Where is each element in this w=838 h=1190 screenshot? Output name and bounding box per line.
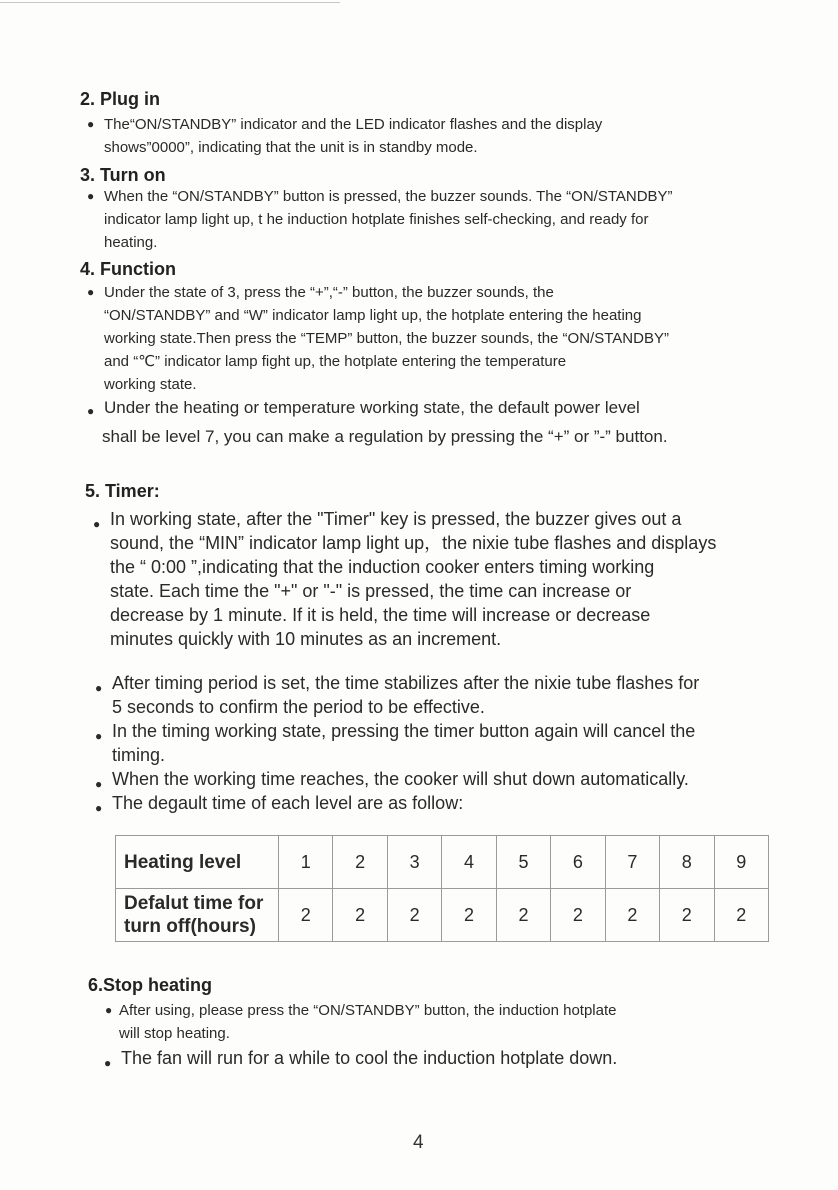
text-line: The“ON/STANDBY” indicator and the LED indicator flashes and the display (104, 116, 603, 133)
row-header-line: Defalut time for (124, 893, 264, 914)
table-cell: 4 (442, 836, 496, 889)
text-line: After timing period is set, the time stabilizes after the nixie tube flashes for (112, 673, 700, 693)
bullet-icon: ● (87, 404, 95, 418)
table-cell: 3 (387, 836, 441, 889)
text-line: Under the state of 3, press the “+”,“-” button, the buzzer sounds, the (104, 284, 554, 301)
list-item (87, 113, 603, 159)
table-cell: 2 (660, 889, 714, 942)
text-line: 5 seconds to confirm the period to be effective. (112, 697, 485, 717)
table-cell: 8 (660, 836, 714, 889)
table-cell: 2 (714, 889, 769, 942)
table-cell: 2 (496, 889, 550, 942)
table-cell: 2 (333, 836, 387, 889)
table-row (116, 889, 769, 942)
default-time-table (115, 835, 769, 942)
bullet-icon: ● (105, 1003, 113, 1017)
bullet-icon: ● (87, 117, 95, 131)
table-cell: 2 (605, 889, 659, 942)
list-item (93, 507, 717, 651)
table-cell: 5 (496, 836, 550, 889)
table-cell: 1 (279, 836, 333, 889)
table-cell: 2 (442, 889, 496, 942)
table-cell: 7 (605, 836, 659, 889)
text-line: minutes quickly with 10 minutes as an increment. (110, 629, 502, 649)
bullet-icon: ● (95, 777, 103, 791)
bullet-icon: ● (95, 801, 103, 815)
text-line: timing. (112, 745, 166, 765)
text-line: The fan will run for a while to cool the induction hotplate down. (121, 1048, 618, 1068)
text-line: When the “ON/STANDBY” button is pressed, the buzzer sounds. The “ON/STANDBY” (104, 188, 673, 205)
bullet-icon: ● (95, 681, 103, 695)
text-line: shows”0000”, indicating that the unit is in standby mode. (104, 139, 478, 156)
row-header-default-time (116, 889, 279, 942)
bullet-icon: ● (93, 517, 101, 531)
text-line: and “℃” indicator lamp fight up, the hotplate entering the temperature (104, 353, 567, 370)
section-heading-stop-heating: 6.Stop heating (88, 975, 213, 995)
list-item (95, 767, 689, 791)
text-line: working state.Then press the “TEMP” button, the buzzer sounds, the “ON/STANDBY” (104, 330, 669, 347)
text-line: When the working time reaches, the cooker will shut down automatically. (112, 769, 689, 789)
list-item (95, 671, 700, 719)
text-line: After using, please press the “ON/STANDBY” button, the induction hotplate (119, 1002, 617, 1019)
top-rule (0, 2, 340, 3)
table-cell: 9 (714, 836, 769, 889)
text-line: sound, the “MIN” indicator lamp light up，the nixie tube flashes and displays (110, 533, 717, 553)
table-cell: 6 (551, 836, 605, 889)
list-item (87, 185, 673, 254)
table-cell: 2 (551, 889, 605, 942)
text-line: The degault time of each level are as follow: (112, 793, 464, 813)
section-heading-turn-on: 3. Turn on (80, 165, 166, 185)
text-line: In working state, after the "Timer" key is pressed, the buzzer gives out a (110, 509, 682, 529)
text-line: the “ 0:00 ”,indicating that the induction cooker enters timing working (110, 557, 655, 577)
section-heading-function: 4. Function (80, 259, 176, 279)
bullet-icon: ● (104, 1056, 112, 1070)
text-line: “ON/STANDBY” and “W” indicator lamp light up, the hotplate entering the heating (104, 307, 642, 324)
bullet-icon: ● (95, 729, 103, 743)
bullet-icon: ● (87, 189, 95, 203)
list-item (105, 999, 617, 1045)
text-line: working state. (104, 376, 197, 393)
list-item (87, 281, 669, 396)
text-line: shall be level 7, you can make a regulation by pressing the “+” or ”-” button. (102, 427, 668, 446)
text-line: state. Each time the "+" or "-" is pressed, the time can increase or (110, 581, 632, 601)
page-number: 4 (413, 1132, 424, 1153)
table-cell: 2 (279, 889, 333, 942)
text-line: In the timing working state, pressing the timer button again will cancel the (112, 721, 696, 741)
section-heading-plug-in: 2. Plug in (80, 89, 161, 109)
list-item (95, 719, 696, 767)
text-line: indicator lamp light up, t he induction hotplate finishes self-checking, and ready for (104, 211, 649, 228)
row-header-heating-level: Heating level (116, 836, 279, 889)
table-cell: 2 (333, 889, 387, 942)
row-header-line: turn off(hours) (124, 916, 256, 937)
table-row (116, 836, 769, 889)
text-line: Under the heating or temperature working state, the default power level (104, 398, 640, 417)
text-line: heating. (104, 234, 158, 251)
list-item (104, 1046, 618, 1070)
text-line: decrease by 1 minute. If it is held, the time will increase or decrease (110, 605, 651, 625)
bullet-icon: ● (87, 285, 95, 299)
list-item (95, 791, 464, 815)
section-heading-timer: 5. Timer: (85, 481, 160, 501)
table-cell: 2 (387, 889, 441, 942)
list-item (87, 396, 668, 448)
text-line: will stop heating. (119, 1025, 230, 1042)
